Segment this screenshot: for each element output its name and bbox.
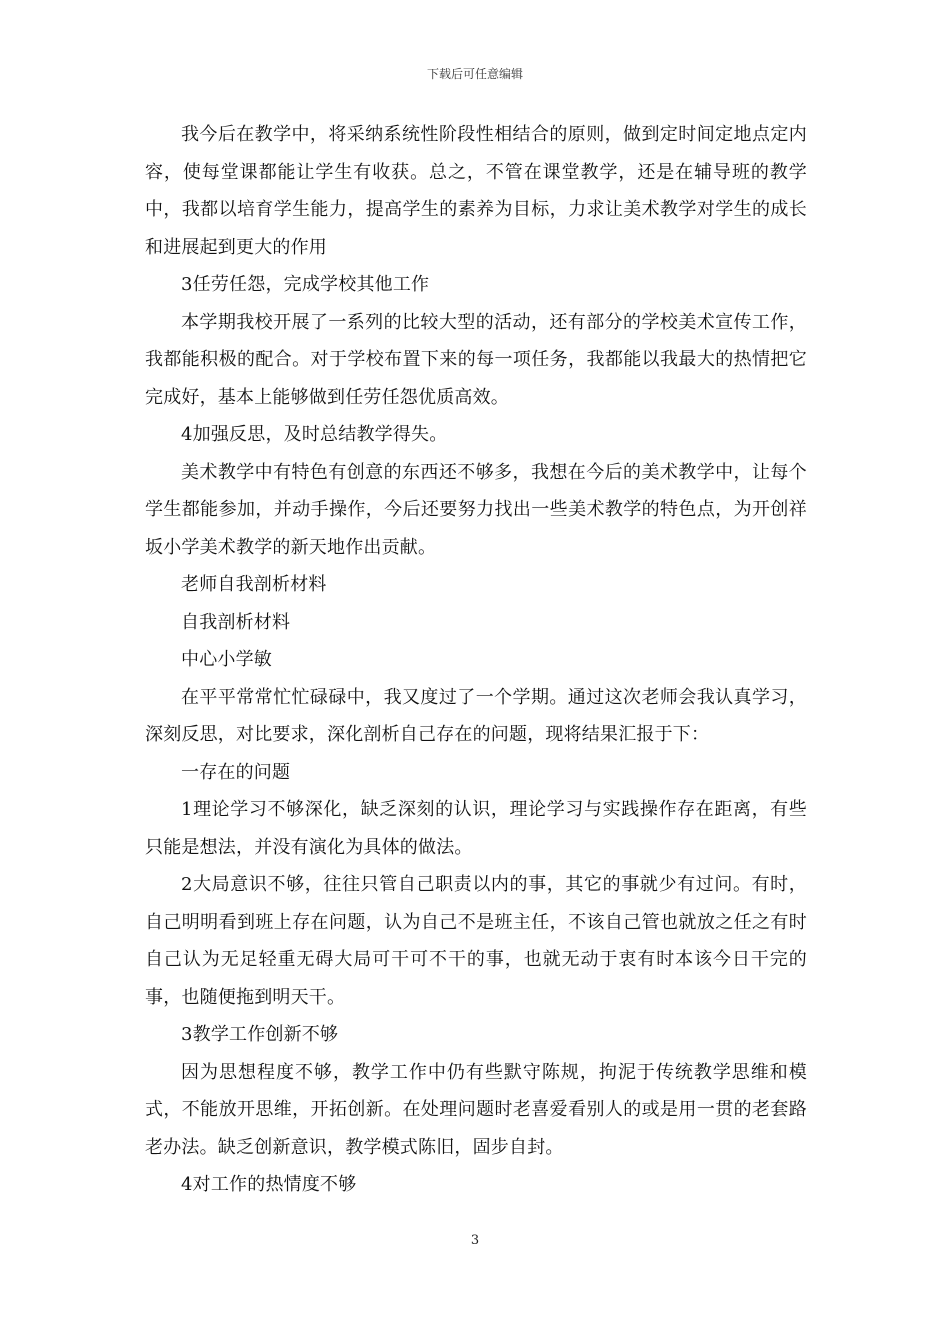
- paragraph: 在平平常常忙忙碌碌中，我又度过了一个学期。通过这次老师会我认真学习，深刻反思，对比要求，深化剖析自己存在的问题，现将结果汇报于下：: [145, 686, 807, 745]
- section-heading: 4加强反思，及时总结教学得失。: [181, 424, 448, 445]
- page-number: 3: [470, 1233, 480, 1248]
- paragraph: 美术教学中有特色有创意的东西还不够多，我想在今后的美术教学中，让每个学生都能参加，并动手操作，今后还要努力找出一些美术教学的特色点，为开创祥坂小学美术教学的新天地作出贡献。: [145, 461, 807, 558]
- page-header: 下载后可任意编辑: [426, 67, 523, 81]
- section-heading: 3任劳任怨，完成学校其他工作: [181, 274, 430, 295]
- paragraph: 因为思想程度不够，教学工作中仍有些默守陈规，拘泥于传统教学思维和模式，不能放开思维，开拓创新。在处理问题时老喜爱看别人的或是用一贯的老套路老办法。缺乏创新意识，教学模式陈旧，固步自封。: [145, 1061, 807, 1158]
- paragraph: 2大局意识不够，往往只管自己职责以内的事，其它的事就少有过问。有时，自己明明看到班上存在问题，认为自己不是班主任，不该自己管也就放之任之有时自己认为无足轻重无碍大局可干可不干的事，也就无动于衷有时本该今日干完的事，也随便拖到明天干。: [145, 874, 807, 1008]
- section-heading: 4对工作的热情度不够: [181, 1174, 357, 1195]
- document-body: [145, 116, 807, 1204]
- section-heading: 一存在的问题: [181, 761, 291, 783]
- paragraph: 本学期我校开展了一系列的比较大型的活动，还有部分的学校美术宣传工作，我都能积极的配合。对于学校布置下来的每一项任务，我都能以我最大的热情把它完成好，基本上能够做到任劳任怨优质高效。: [145, 311, 807, 408]
- paragraph: 我今后在教学中，将采纳系统性阶段性相结合的原则，做到定时间定地点定内容，使每堂课都能让学生有收获。总之，不管在课堂教学，还是在辅导班的教学中，我都以培育学生能力，提高学生的素养为目标，力求让美术教学对学生的成长和进展起到更大的作用: [145, 124, 807, 258]
- section-heading: 3教学工作创新不够: [181, 1024, 339, 1045]
- author-line: 中心小学敏: [181, 649, 272, 670]
- document-subtitle: 自我剖析材料: [181, 611, 291, 633]
- document-title: 老师自我剖析材料: [181, 574, 327, 595]
- paragraph: 1理论学习不够深化，缺乏深刻的认识，理论学习与实践操作存在距离，有些只能是想法，并没有演化为具体的做法。: [145, 799, 807, 858]
